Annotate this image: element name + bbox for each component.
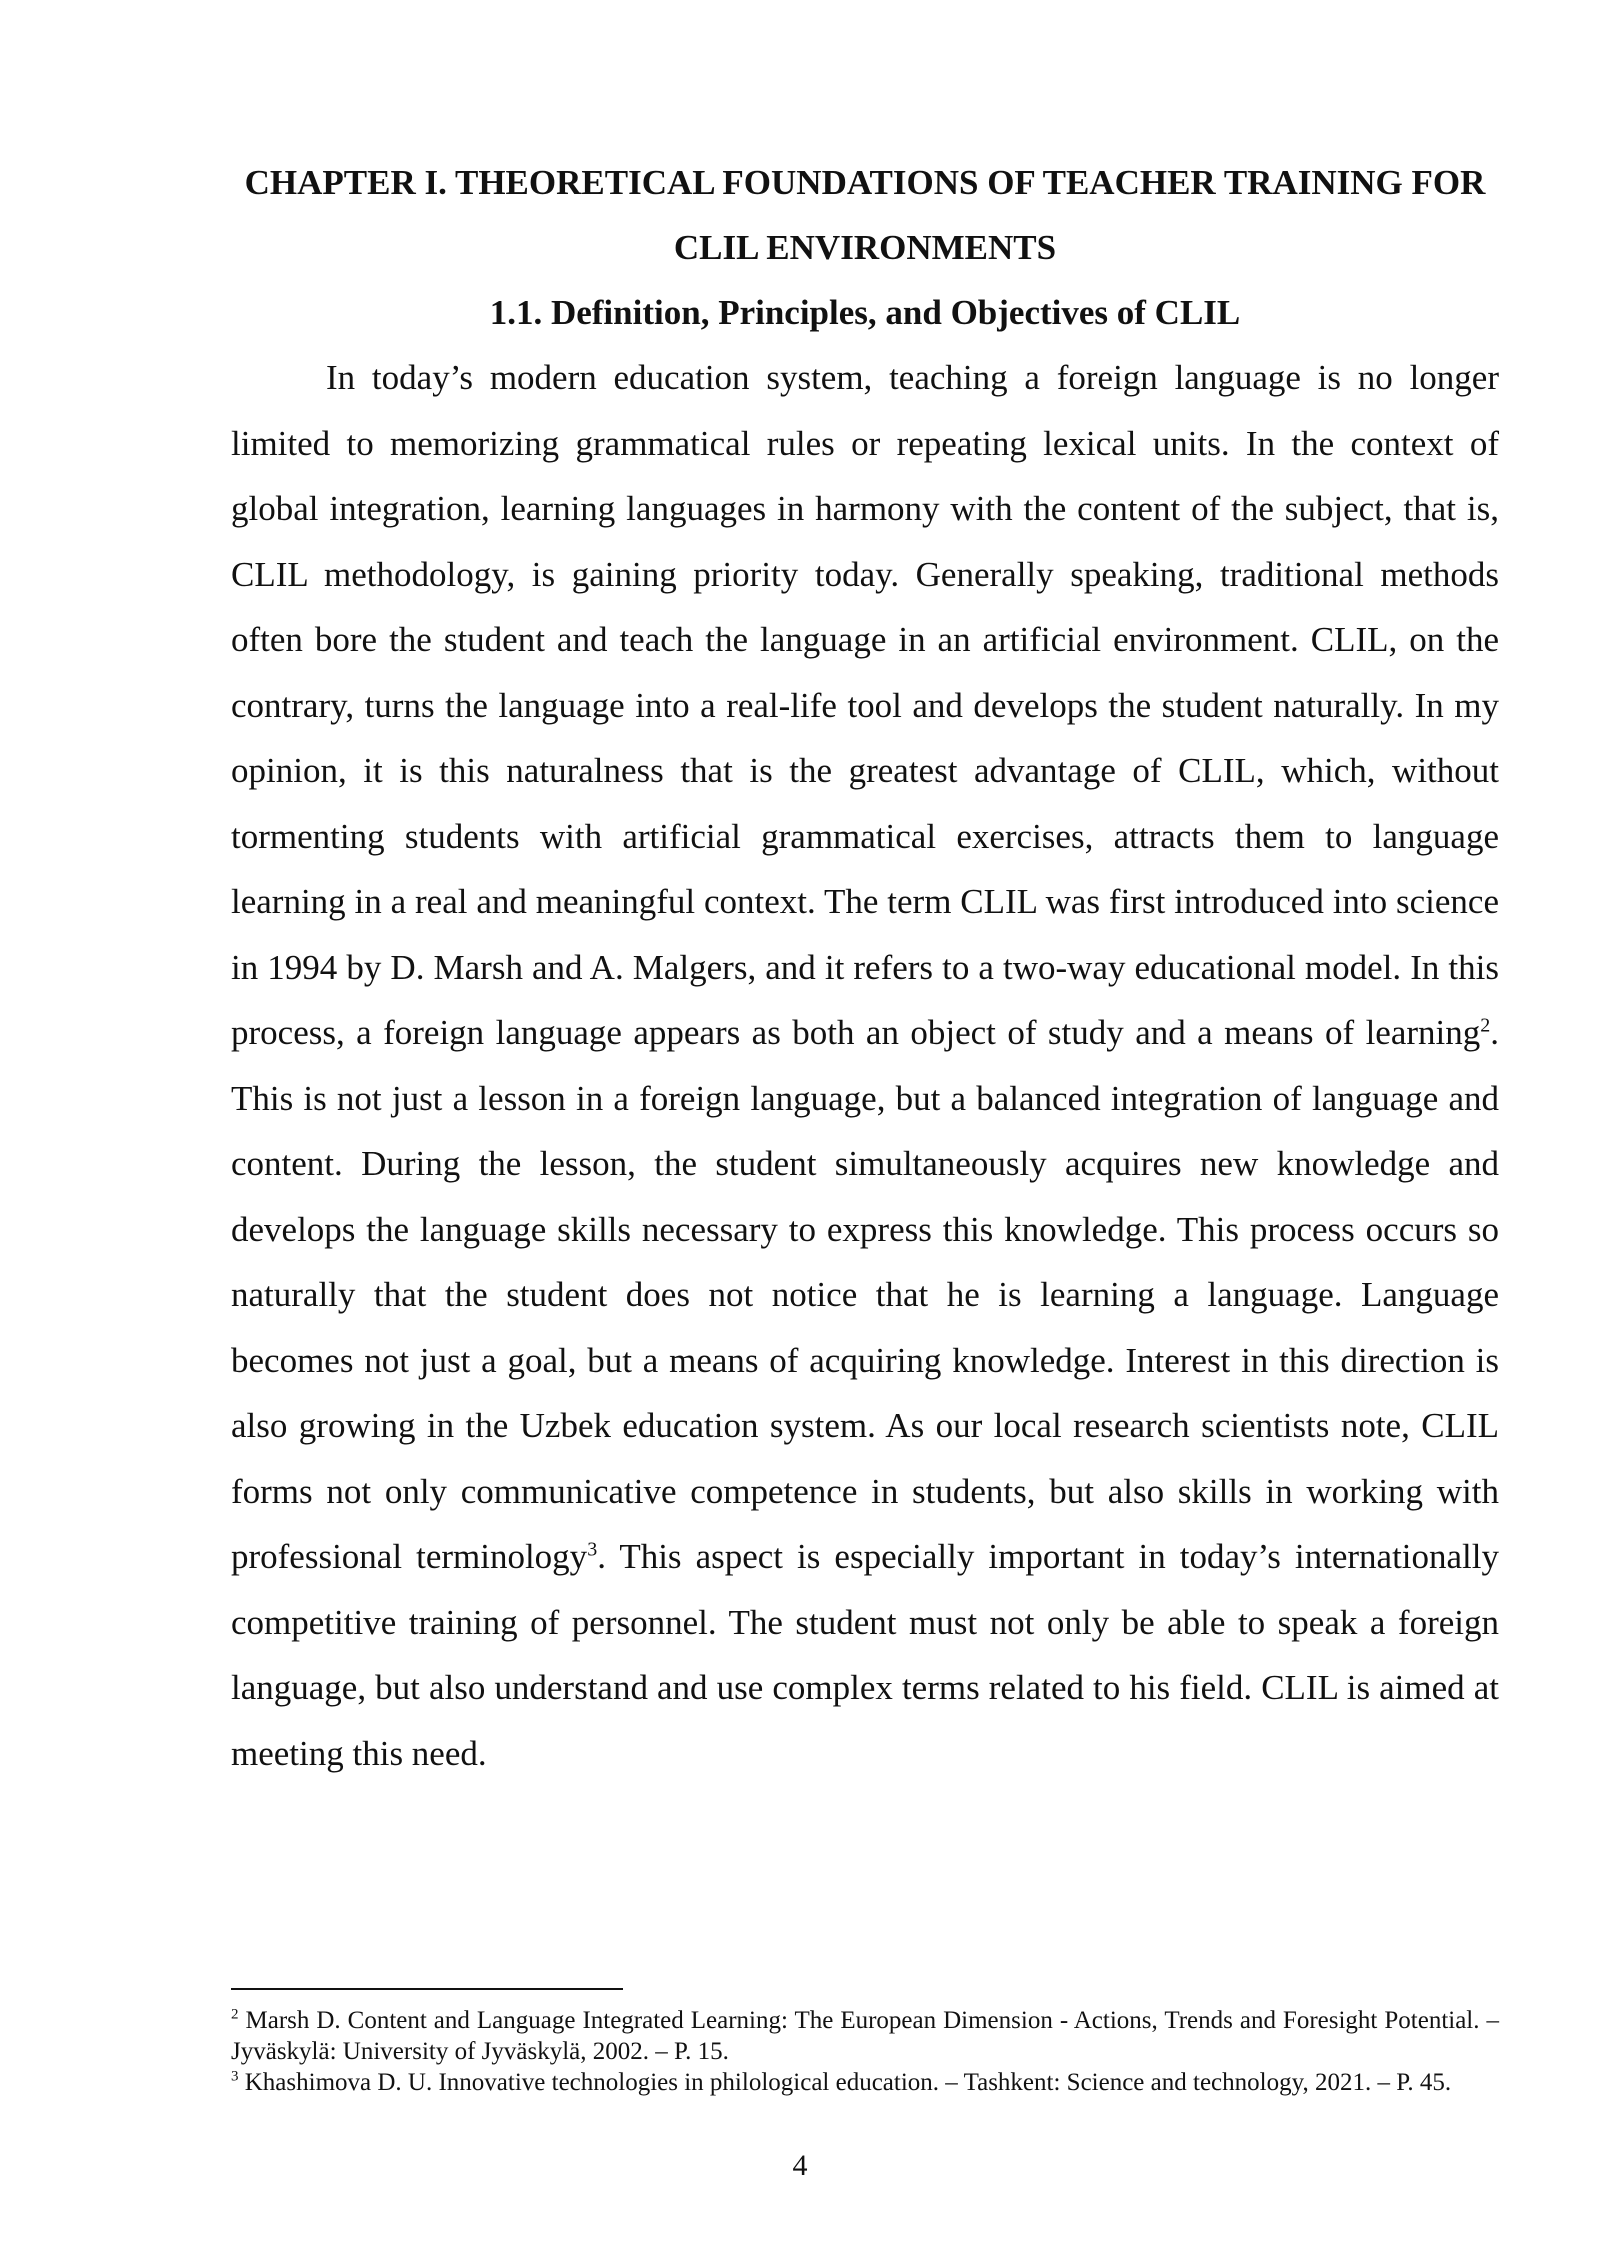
chapter-title: CHAPTER I. THEORETICAL FOUNDATIONS OF TEACHER TRAINING FOR CLIL ENVIRONMENTS bbox=[244, 163, 1486, 267]
page-number: 4 bbox=[792, 2149, 808, 2182]
footnotes bbox=[231, 2005, 1499, 2098]
paragraph-text-part-3: . This aspect is especially important in today’s internationally competitive training of personnel. The student must not only be able to speak a foreign language, but also understand and use complex terms related to his field. CLIL is aimed at meeting this need. bbox=[231, 1537, 1499, 1773]
body-paragraph bbox=[231, 345, 1499, 1786]
footnote-text: Marsh D. Content and Language Integrated Learning: The European Dimension - Actions, Trends and Foresight Potential. – Jyväskylä: University of Jyväskylä, 2002. – P. 15. bbox=[231, 2007, 1499, 2065]
footnote-divider bbox=[231, 1988, 623, 1990]
paragraph-text-part-2: . This is not just a lesson in a foreign language, but a balanced integration of language and content. During the lesson, the student simultaneously acquires new knowledge and develops the language skills necessary to express this knowledge. This process occurs so naturally that the student does not notice that he is learning a language. Language becomes not just a goal, but a means of acquiring knowledge. Interest in this direction is also growing in the Uzbek education system. As our local research scientists note, CLIL forms not only communicative competence in students, but also skills in working with professional terminology bbox=[231, 1013, 1499, 1576]
footnote-text: Khashimova D. U. Innovative technologies in philological education. – Tashkent: Science and technology, 2021. – P. 45. bbox=[238, 2069, 1452, 2096]
section-title: 1.1. Definition, Principles, and Objectives of CLIL bbox=[489, 293, 1241, 332]
main-content bbox=[231, 150, 1499, 1786]
footnote-reference-2: 2 bbox=[1480, 1014, 1491, 1037]
paragraph-text-part-1: In today’s modern education system, teaching a foreign language is no longer limited to memorizing grammatical rules or repeating lexical units. In the context of global integration, learning languages in harmony with the content of the subject, that is, CLIL methodology, is gaining priority today. Generally speaking, traditional methods often bore the student and teach the language in an artificial environment. CLIL, on the contrary, turns the language into a real-life tool and develops the student naturally. In my opinion, it is this naturalness that is the greatest advantage of CLIL, which, without tormenting students with artificial grammatical exercises, attracts them to language learning in a real and meaningful context. The term CLIL was first introduced into science in 1994 by D. Marsh and A. Malgers, and it refers to a two-way educational model. In this process, a foreign language appears as both an object of study and a means of learning bbox=[231, 358, 1499, 1052]
footnote-3 bbox=[231, 2067, 1499, 2098]
footnote-number: 3 bbox=[231, 2068, 239, 2085]
footnote-reference-3: 3 bbox=[587, 1538, 598, 1561]
footnote-number: 2 bbox=[231, 2006, 239, 2023]
footnote-2 bbox=[231, 2005, 1499, 2067]
